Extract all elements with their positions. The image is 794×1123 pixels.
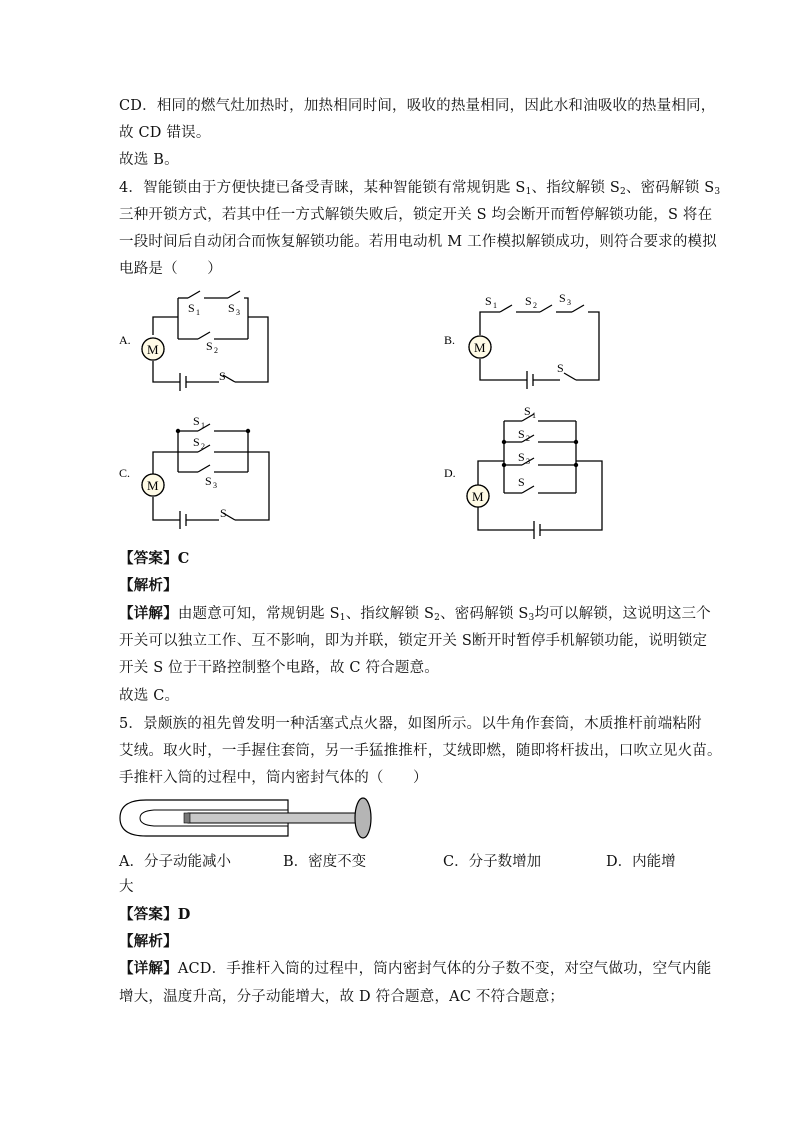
switch-sub: 1 (201, 421, 205, 430)
motor-label: M (474, 340, 486, 355)
switch-label: S (193, 414, 200, 428)
text-line: CD．相同的燃气灶加热时，加热相同时间，吸收的热量相同，因此水和油吸收的热量相同， (119, 98, 716, 114)
analysis-label: 【解析】 (119, 577, 178, 594)
question-4-line: 三种开锁方式，若其中任一方式解锁失败后，锁定开关 S 均会断开而暂停解锁功能，S 将在 (119, 207, 713, 223)
question-4-line: 电路是（ ） (119, 261, 222, 277)
switch-label: S (518, 427, 525, 441)
option-label-b: B. (444, 333, 456, 347)
select-line: 故选 C。 (119, 688, 180, 704)
motor-label: M (147, 478, 159, 493)
switch-label: S (193, 435, 200, 449)
circuit-d (467, 414, 602, 539)
question-5-line: 5．景颇族的祖先曾发明一种活塞式点火器，如图所示。以牛角作套筒，木质推杆前端粘附 (119, 716, 702, 732)
motor-label: M (472, 489, 484, 504)
switch-sub: 1 (493, 301, 497, 310)
choice-c: C．分子数增加 (443, 854, 542, 870)
option-label-a: A. (119, 333, 131, 347)
switch-label: S (219, 369, 226, 383)
switch-sub: 3 (567, 298, 571, 307)
switch-label: S (220, 506, 227, 520)
choice-d: D．内能增 (606, 854, 676, 870)
switch-sub: 3 (526, 457, 530, 466)
choice-b: B．密度不变 (283, 854, 367, 870)
choice-a: A．分子动能减小 (119, 854, 231, 870)
switch-sub: 3 (236, 308, 240, 317)
question-5-line: 艾绒。取火时，一手握住套筒，另一手猛推推杆，艾绒即燃，随即将杆拔出，口吹立见火苗。 (119, 743, 722, 759)
analysis-label: 【解析】 (119, 933, 178, 950)
switch-label: S (485, 294, 492, 308)
question-5-line: 手推杆入筒的过程中，筒内密封气体的（ ） (119, 770, 428, 786)
switch-label: S (518, 450, 525, 464)
switch-sub: 2 (201, 442, 205, 451)
switch-label: S (518, 475, 525, 489)
motor-label: M (147, 342, 159, 357)
option-label-c: C. (119, 466, 131, 480)
switch-label: S (559, 291, 566, 305)
detail-line: 开关可以独立工作、互不影响，即为并联，锁定开关 S断开时暂停手机解锁功能，说明锁定 (119, 633, 708, 649)
switch-sub: 1 (532, 411, 536, 420)
switch-label: S (228, 301, 235, 315)
switch-sub: 2 (526, 434, 530, 443)
text-line: 故选 B。 (119, 152, 179, 168)
answer-label: 【答案】D (119, 906, 191, 923)
detail-line: 增大，温度升高，分子动能增大，故 D 符合题意，AC 不符合题意； (119, 989, 565, 1005)
switch-label: S (524, 404, 531, 418)
question-4-line: 一段时间后自动闭合而恢复解锁功能。若用电动机 M 工作模拟解锁成功，则符合要求的模拟 (119, 234, 717, 250)
question-4-line: 4．智能锁由于方便快捷已备受青睐，某种智能锁有常规钥匙 $S_1$、指纹解锁 $S_2$、密码解锁 $S_3$ (119, 180, 721, 197)
switch-sub: 1 (196, 308, 200, 317)
switch-sub: 3 (213, 481, 217, 490)
switch-label: S (206, 339, 213, 353)
piston-fire-starter-figure (118, 796, 378, 846)
detail-line: 【详解】ACD．手推杆入筒的过程中，筒内密封气体的分子数不变，对空气做功，空气内能 (119, 960, 712, 977)
switch-sub: 2 (533, 301, 537, 310)
answer-label: 【答案】C (119, 550, 190, 567)
choice-d-continued: 大 (119, 879, 134, 895)
switch-label: S (205, 474, 212, 488)
detail-line: 【详解】由题意可知，常规钥匙 $S_1$、指纹解锁 $S_2$、密码解锁 $S_3$均可以解锁，这说明这三个 (119, 605, 711, 623)
switch-label: S (525, 294, 532, 308)
switch-label: S (557, 361, 564, 375)
option-label-d: D. (444, 466, 456, 480)
switch-label: S (188, 301, 195, 315)
text-line: 故 CD 错误。 (119, 125, 211, 141)
detail-line: 开关 S 位于干路控制整个电路，故 C 符合题意。 (119, 660, 439, 676)
switch-sub: 2 (214, 346, 218, 355)
